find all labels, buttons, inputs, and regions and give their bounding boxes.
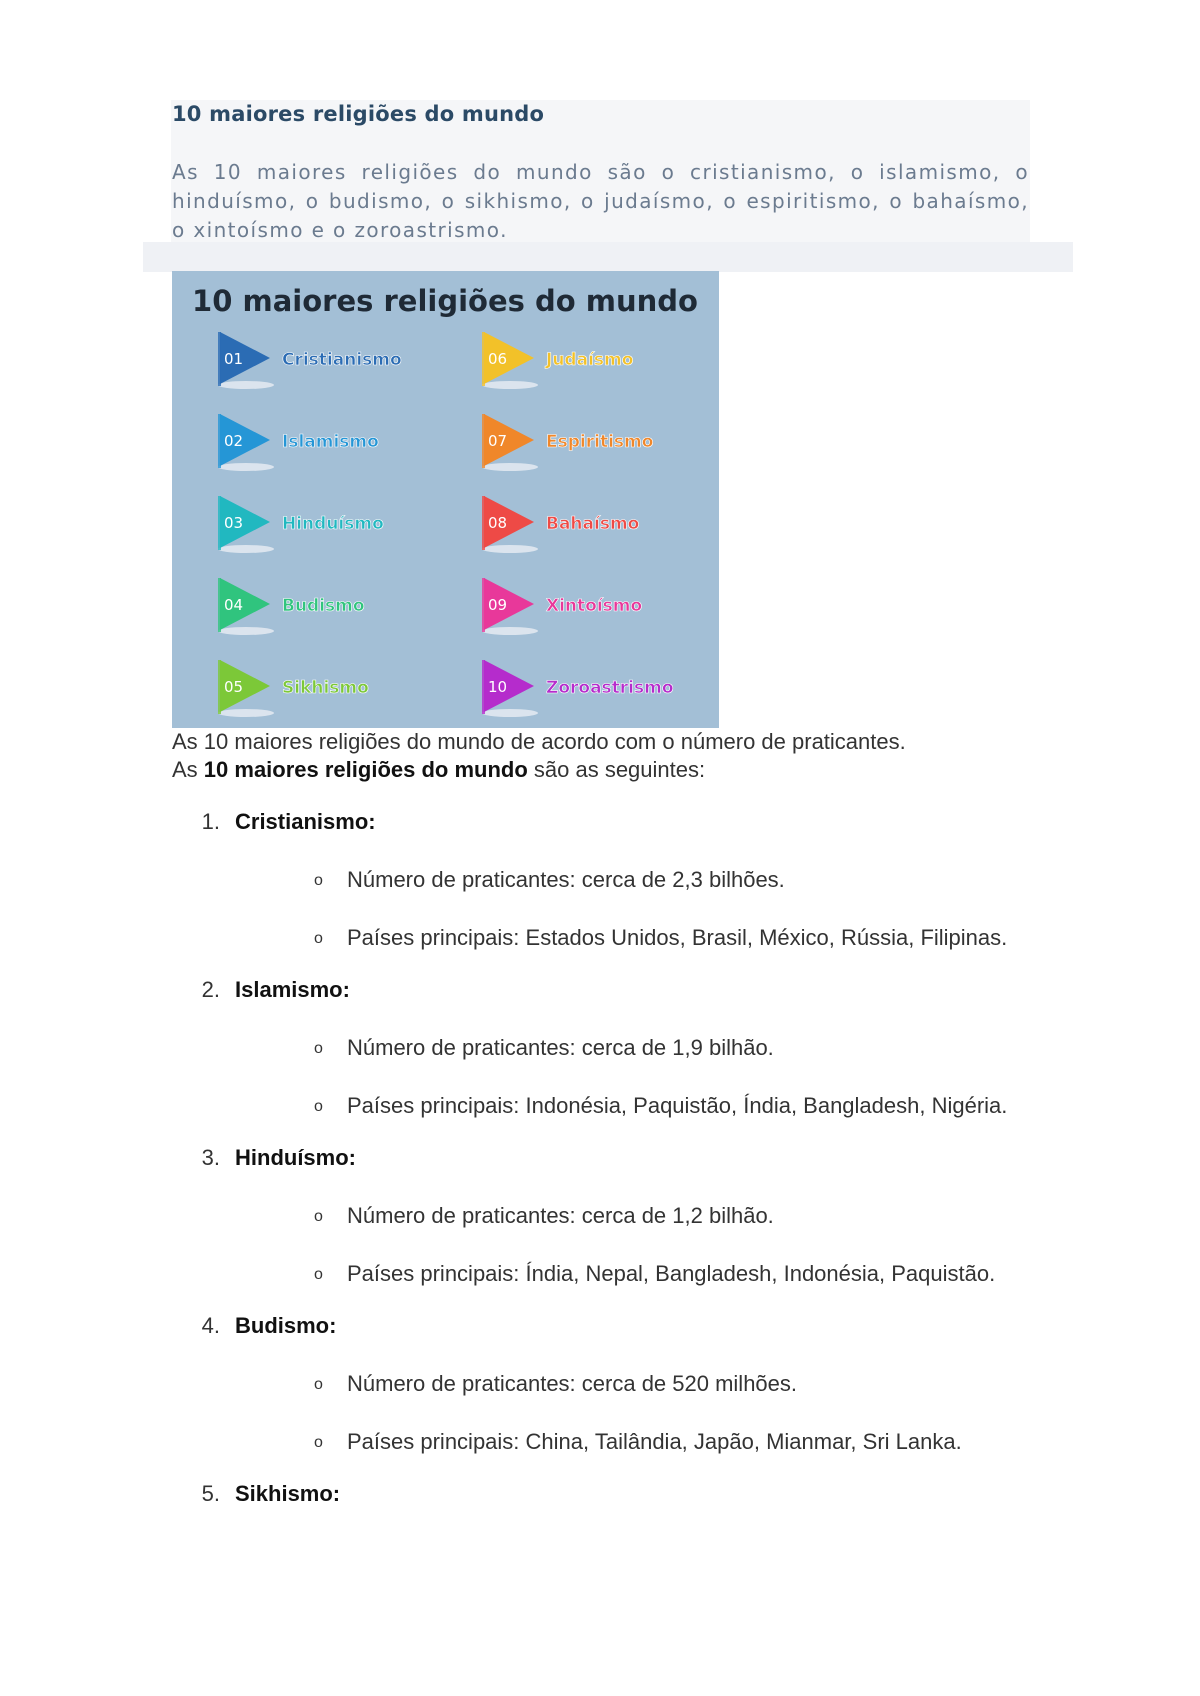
countries-bullet	[314, 1428, 1031, 1456]
practitioners-bullet	[314, 866, 1031, 894]
infographic-label: Cristianismo	[282, 350, 402, 370]
bullet-text: Países principais: Indonésia, Paquistão, Índia, Bangladesh, Nigéria.	[347, 1093, 1008, 1118]
bullet-text: Países principais: Estados Unidos, Brasil, México, Rússia, Filipinas.	[347, 925, 1008, 950]
infographic-label: Espiritismo	[546, 432, 654, 452]
bullet-marker: o	[314, 930, 323, 947]
religion-number: 2.	[201, 977, 220, 1002]
body-content	[172, 728, 1032, 1508]
infographic-item-05	[218, 660, 369, 717]
flag-pole	[482, 578, 485, 632]
infographic-label: Islamismo	[282, 432, 379, 452]
religion-name: Budismo:	[235, 1313, 337, 1338]
flag-pole	[482, 414, 485, 468]
religion-heading	[172, 1312, 1032, 1340]
flag-shadow	[482, 709, 538, 717]
flag-shadow	[482, 545, 538, 553]
religion-heading	[172, 1144, 1032, 1172]
religion-list	[172, 808, 1032, 1508]
flag-shadow	[482, 463, 538, 471]
bullet-text: Países principais: Índia, Nepal, Bangladesh, Indonésia, Paquistão.	[347, 1261, 996, 1286]
infographic-items	[218, 332, 674, 717]
infographic-item-03	[218, 496, 384, 553]
infographic-item-02	[218, 414, 379, 471]
infographic-label: Bahaísmo	[546, 514, 640, 534]
flag-pole	[482, 332, 485, 386]
bullet-marker: o	[314, 1098, 323, 1115]
bullet-marker: o	[314, 1208, 323, 1225]
bullet-marker: o	[314, 1266, 323, 1283]
infographic-number: 01	[224, 350, 244, 368]
infographic-number: 07	[488, 432, 508, 450]
bullet-marker: o	[314, 1040, 323, 1057]
infographic-image	[172, 271, 719, 728]
countries-bullet	[314, 924, 1031, 952]
bullet-marker: o	[314, 1376, 323, 1393]
infographic-item-08	[482, 496, 639, 553]
infographic-item-04	[218, 578, 365, 635]
flag-pole	[482, 660, 485, 714]
religion-name: Cristianismo:	[235, 809, 376, 834]
flag-pole	[218, 496, 221, 550]
religion-heading	[172, 976, 1032, 1004]
religion-number: 4.	[201, 1313, 220, 1338]
infographic-item-06	[482, 332, 633, 389]
intro-panel-strip	[143, 242, 1073, 272]
bullet-text: Número de praticantes: cerca de 1,9 bilhão.	[347, 1035, 774, 1060]
infographic-number: 10	[488, 678, 508, 696]
countries-bullet	[314, 1260, 1031, 1288]
flag-shadow	[218, 627, 274, 635]
lead-bold: 10 maiores religiões do mundo	[203, 757, 528, 782]
intro-paragraph: As 10 maiores religiões do mundo são o cristianismo, o islamismo, o hinduísmo, o budismo, o sikhismo, o judaísmo, o espiritismo, o bahaísmo, o xintoísmo e o zoroastrismo.	[172, 160, 1029, 242]
countries-bullet	[314, 1092, 1031, 1120]
religion-number: 3.	[201, 1145, 220, 1170]
flag-shadow	[218, 545, 274, 553]
religion-heading	[172, 1480, 1032, 1508]
bullet-text: Países principais: China, Tailândia, Japão, Mianmar, Sri Lanka.	[347, 1429, 962, 1454]
infographic-svg	[172, 271, 719, 728]
religion-number: 1.	[201, 809, 220, 834]
infographic-item-10	[482, 660, 674, 717]
infographic-label: Budismo	[282, 596, 365, 616]
infographic-label: Xintoísmo	[546, 596, 643, 616]
religion-name: Islamismo:	[235, 977, 350, 1002]
flag-shadow	[482, 627, 538, 635]
religion-name: Hinduísmo:	[235, 1145, 356, 1170]
infographic-number: 06	[488, 350, 508, 368]
flag-pole	[218, 578, 221, 632]
infographic-label: Zoroastrismo	[546, 678, 674, 698]
religion-item	[172, 1312, 1032, 1456]
flag-shadow	[482, 381, 538, 389]
religion-item	[172, 1144, 1032, 1288]
religion-item	[172, 976, 1032, 1120]
practitioners-bullet	[314, 1034, 1031, 1062]
flag-pole	[218, 660, 221, 714]
infographic-item-01	[218, 332, 402, 389]
lead-suffix: são as seguintes:	[527, 757, 706, 782]
practitioners-bullet	[314, 1370, 1031, 1398]
bullet-text: Número de praticantes: cerca de 1,2 bilhão.	[347, 1203, 774, 1228]
bullet-text: Número de praticantes: cerca de 520 milhões.	[347, 1371, 798, 1396]
infographic-number: 08	[488, 514, 508, 532]
infographic-item-09	[482, 578, 642, 635]
infographic-number: 09	[488, 596, 508, 614]
infographic-number: 02	[224, 432, 244, 450]
flag-pole	[218, 332, 221, 386]
bullet-text: Número de praticantes: cerca de 2,3 bilhões.	[347, 867, 785, 892]
flag-pole	[218, 414, 221, 468]
image-caption: As 10 maiores religiões do mundo de acordo com o número de praticantes.	[172, 729, 906, 754]
religion-heading	[172, 808, 1032, 836]
page-title: 10 maiores religiões do mundo	[172, 102, 545, 126]
flag-shadow	[218, 463, 274, 471]
flag-shadow	[218, 381, 274, 389]
religion-item	[172, 1480, 1032, 1508]
practitioners-bullet	[314, 1202, 1031, 1230]
religion-item	[172, 808, 1032, 952]
lead-prefix: As	[172, 757, 204, 782]
religion-name: Sikhismo:	[235, 1481, 341, 1506]
infographic-item-07	[482, 414, 653, 471]
infographic-number: 04	[224, 596, 244, 614]
bullet-marker: o	[314, 872, 323, 889]
religion-number: 5.	[201, 1481, 220, 1506]
flag-shadow	[218, 709, 274, 717]
infographic-number: 05	[224, 678, 244, 696]
bullet-marker: o	[314, 1434, 323, 1451]
lead-sentence	[172, 756, 1032, 784]
flag-pole	[482, 496, 485, 550]
infographic-label: Hinduísmo	[282, 514, 384, 534]
infographic-title: 10 maiores religiões do mundo	[192, 284, 698, 318]
infographic-label: Judaísmo	[546, 350, 634, 370]
infographic-number: 03	[224, 514, 244, 532]
infographic-label: Sikhismo	[282, 678, 369, 698]
